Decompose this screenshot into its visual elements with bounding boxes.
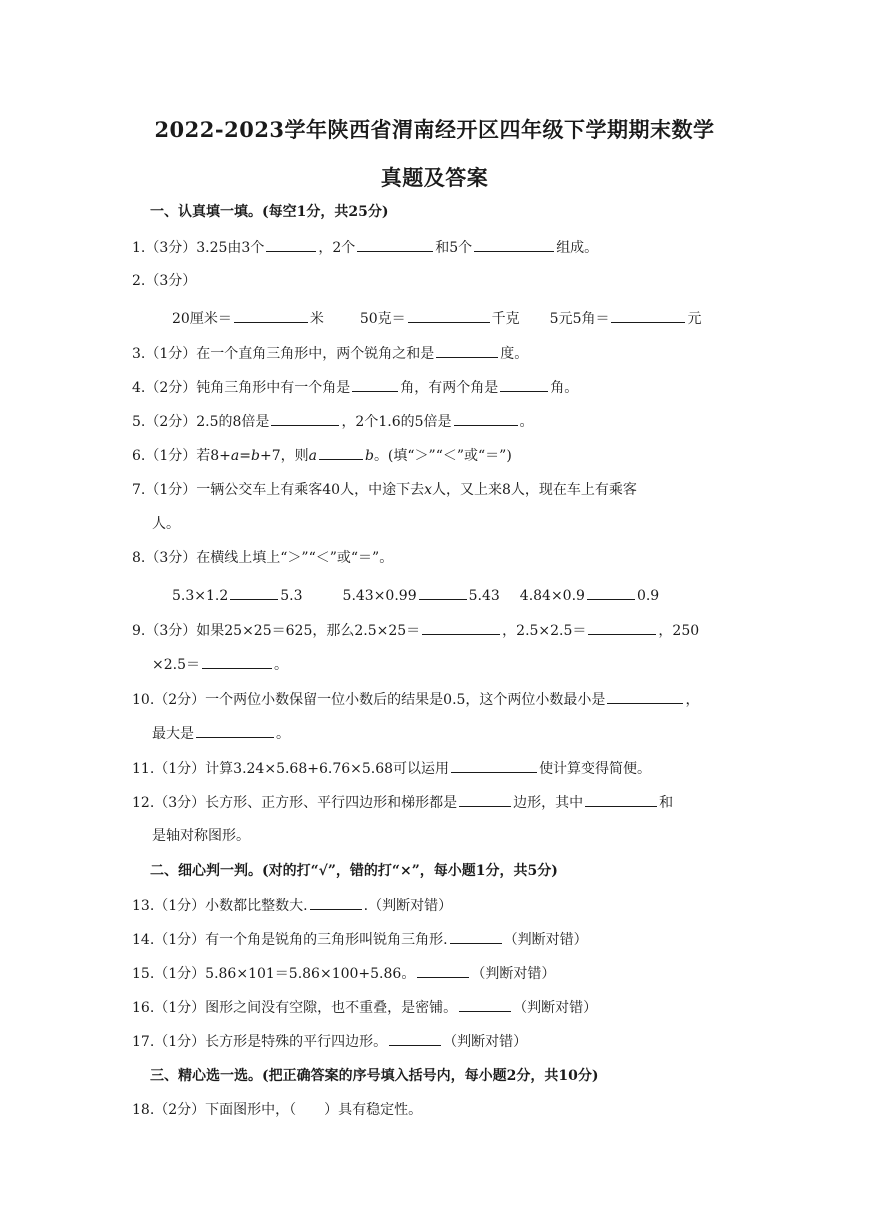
answer-blank[interactable] [588, 620, 656, 635]
question-3: 3.（1分）在一个直角三角形中，两个锐角之和是 度。 [132, 343, 528, 364]
answer-blank[interactable] [459, 792, 511, 807]
answer-blank[interactable] [389, 1031, 441, 1046]
question-11: 11.（1分）计算3.24×5.68+6.76×5.68可以运用 使计算变得简便。 [132, 758, 651, 779]
question-6: 6.（1分）若8+a=b+7，则a b。(填“＞”“＜”或“＝”) [132, 445, 512, 466]
section-2-heading: 二、细心判一判。(对的打“√”，错的打“×”，每小题1分，共5分) [150, 863, 558, 879]
answer-blank[interactable] [474, 237, 554, 252]
answer-blank[interactable] [357, 237, 433, 252]
question-16: 16.（1分）图形之间没有空隙，也不重叠，是密铺。 （判断对错） [132, 997, 597, 1018]
question-7: 7.（1分）一辆公交车上有乘客40人，中途下去x人，又上来8人，现在车上有乘客 [132, 482, 637, 498]
answer-blank[interactable] [266, 237, 316, 252]
question-8: 8.（3分）在横线上填上“＞”“＜”或“＝”。 [132, 550, 394, 566]
answer-blank[interactable] [500, 377, 548, 392]
answer-blank[interactable] [310, 895, 362, 910]
answer-blank[interactable] [234, 308, 308, 323]
answer-blank[interactable] [451, 758, 537, 773]
section-3-heading: 三、精心选一选。(把正确答案的序号填入括号内，每小题2分，共10分) [150, 1068, 599, 1084]
question-8-items: 5.3×1.2 5.3 5.43×0.99 5.43 4.84×0.9 0.9 [172, 585, 659, 606]
question-9-cont: ×2.5＝ 。 [152, 654, 288, 675]
answer-blank[interactable] [422, 620, 500, 635]
answer-blank[interactable] [607, 689, 683, 704]
question-15: 15.（1分）5.86×101＝5.86×100+5.86。 （判断对错） [132, 963, 555, 984]
answer-blank[interactable] [585, 792, 657, 807]
answer-blank[interactable] [587, 585, 635, 600]
question-2-items: 20厘米＝ 米 50克＝ 千克 5元5角＝ 元 [172, 308, 701, 329]
answer-blank[interactable] [202, 654, 272, 669]
doc-title-line2: 真题及答案 [380, 165, 489, 190]
answer-blank[interactable] [271, 411, 339, 426]
answer-blank[interactable] [436, 343, 498, 358]
question-9: 9.（3分）如果25×25＝625，那么2.5×25＝ ，2.5×2.5＝ ，250 [132, 620, 699, 641]
answer-blank[interactable] [419, 585, 467, 600]
doc-title-line1: 2022-2023学年陕西省渭南经开区四年级下学期期末数学 [154, 117, 715, 142]
question-14: 14.（1分）有一个角是锐角的三角形叫锐角三角形. （判断对错） [132, 929, 588, 950]
answer-blank[interactable] [417, 963, 469, 978]
answer-blank[interactable] [459, 997, 511, 1012]
question-4: 4.（2分）钝角三角形中有一个角是 角，有两个角是 角。 [132, 377, 578, 398]
question-2: 2.（3分） [132, 273, 197, 289]
question-10-cont: 最大是 。 [152, 723, 290, 744]
answer-blank[interactable] [454, 411, 518, 426]
answer-blank[interactable] [319, 445, 363, 460]
question-10: 10.（2分）一个两位小数保留一位小数后的结果是0.5，这个两位小数最小是 ， [132, 689, 699, 710]
section-1-heading: 一、认真填一填。(每空1分，共25分) [150, 204, 389, 220]
question-18: 18.（2分）下面图形中，（ ）具有稳定性。 [132, 1102, 423, 1118]
question-7-cont: 人。 [152, 516, 180, 532]
question-5: 5.（2分）2.5的8倍是 ，2个1.6的5倍是 。 [132, 411, 534, 432]
answer-blank[interactable] [611, 308, 685, 323]
answer-blank[interactable] [352, 377, 398, 392]
question-17: 17.（1分）长方形是特殊的平行四边形。 （判断对错） [132, 1031, 527, 1052]
question-13: 13.（1分）小数都比整数大. .（判断对错） [132, 895, 452, 916]
question-1: 1.（3分）3.25由3个 ，2个 和5个 组成。 [132, 237, 598, 258]
answer-blank[interactable] [230, 585, 278, 600]
question-12: 12.（3分）长方形、正方形、平行四边形和梯形都是 边形，其中 和 [132, 792, 673, 813]
answer-blank[interactable] [450, 929, 502, 944]
question-12-cont: 是轴对称图形。 [152, 828, 250, 844]
answer-blank[interactable] [408, 308, 490, 323]
answer-blank[interactable] [196, 723, 274, 738]
